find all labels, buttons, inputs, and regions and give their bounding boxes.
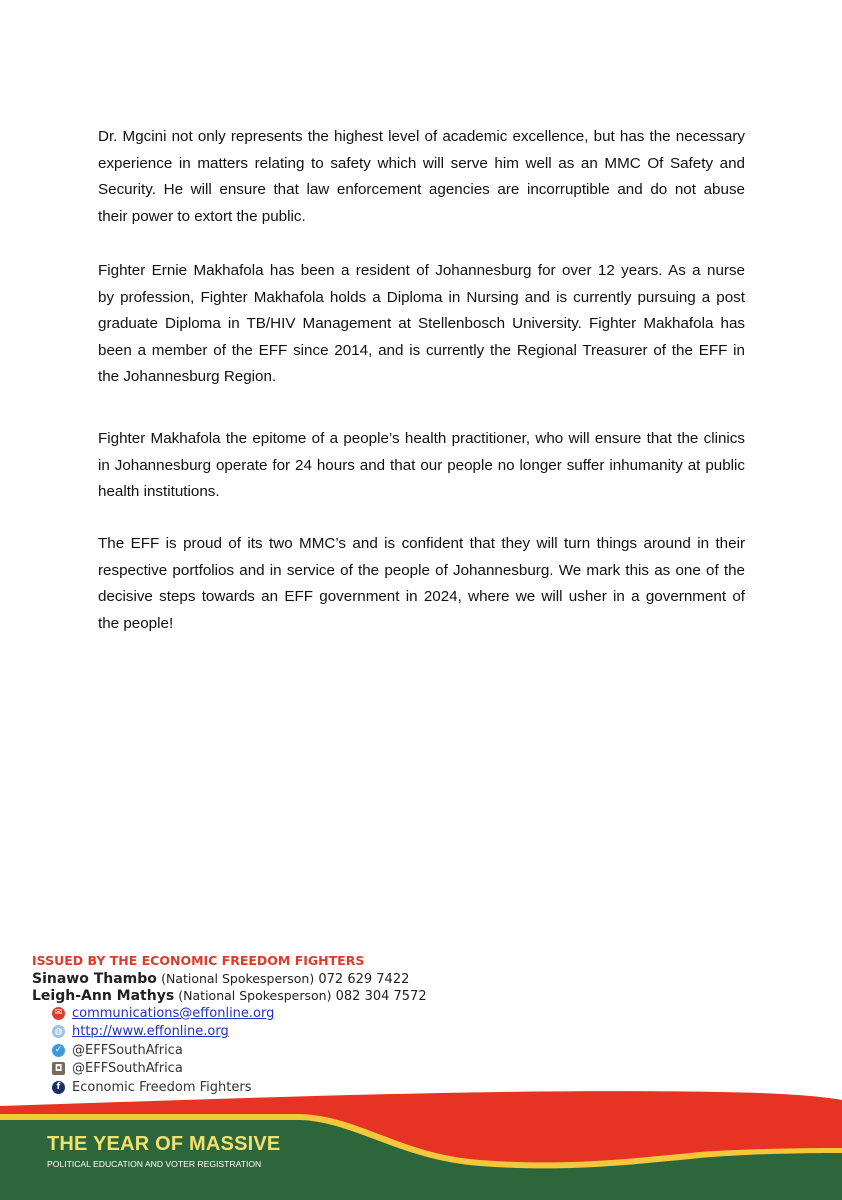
instagram-row: ◘ @EFFSouthAfrica <box>52 1060 427 1079</box>
email-row <box>52 1004 427 1023</box>
spokesperson-2: Leigh-Ann Mathys (National Spokesperson) 082 304 7572 <box>32 988 427 1004</box>
mail-icon: ✉ <box>52 1007 65 1020</box>
website-row <box>52 1023 427 1042</box>
paragraph-line: Fighter Makhafola the epitome of a people’s health practitioner, who will ensure that the clinics <box>98 430 745 447</box>
paragraph-line: Dr. Mgcini not only represents the highest level of academic excellence, but has the necessary <box>98 128 745 145</box>
paragraph <box>98 124 745 230</box>
contact-footer <box>32 952 427 1097</box>
facebook-row: f Economic Freedom Fighters <box>52 1078 427 1097</box>
banner-subtitle: POLITICAL EDUCATION AND VOTER REGISTRATION <box>47 1159 262 1169</box>
paragraph-line: decisive steps towards an EFF government in 2024, where we will usher in a government of <box>98 588 745 606</box>
issued-by-heading: ISSUED BY THE ECONOMIC FREEDOM FIGHTERS <box>32 953 365 968</box>
paragraph-line: graduate Diploma in TB/HIV Management at Stellenbosch University. Fighter Makhafola has <box>98 315 745 333</box>
email-link[interactable]: communications@effonline.org <box>72 1005 275 1021</box>
paragraph-line: experience in matters relating to safety which will serve him well as an MMC Of Safety and <box>98 154 745 172</box>
paragraph-line: Security. He will ensure that law enforcement agencies are incorruptible and do not abuse <box>98 181 745 199</box>
paragraph-line: respective portfolios and in service of the people of Johannesburg. We mark this as one of the <box>98 561 745 579</box>
paragraph-line: by profession, Fighter Makhafola holds a Diploma in Nursing and is currently pursuing a post <box>98 288 745 306</box>
paragraph <box>98 531 745 637</box>
paragraph <box>98 426 745 506</box>
paragraph-line: the Johannesburg Region. <box>98 368 277 386</box>
paragraph-line: health institutions. <box>98 483 220 501</box>
paragraph-line: their power to extort the public. <box>98 207 306 225</box>
twitter-row: ✓ @EFFSouthAfrica <box>52 1041 427 1060</box>
paragraph-line: Fighter Ernie Makhafola has been a resident of Johannesburg for over 12 years. As a nurse <box>98 262 745 279</box>
spokesperson-1: Sinawo Thambo (National Spokesperson) 072 629 7422 <box>32 971 410 987</box>
banner-title: THE YEAR OF MASSIVE <box>47 1133 281 1155</box>
twitter-icon: ✓ <box>52 1044 65 1057</box>
website-link[interactable]: http://www.effonline.org <box>72 1024 229 1040</box>
instagram-icon: ◘ <box>52 1062 65 1075</box>
globe-icon: ◍ <box>52 1025 65 1038</box>
paragraph-line: the people! <box>98 614 174 632</box>
facebook-icon: f <box>52 1081 65 1094</box>
paragraph-line: The EFF is proud of its two MMC’s and is confident that they will turn things around in their <box>98 535 745 552</box>
paragraph <box>98 258 745 391</box>
paragraph-line: in Johannesburg operate for 24 hours and that our people no longer suffer inhumanity at public <box>98 456 745 474</box>
paragraph-line: been a member of the EFF since 2014, and is currently the Regional Treasurer of the EFF in <box>98 341 745 359</box>
